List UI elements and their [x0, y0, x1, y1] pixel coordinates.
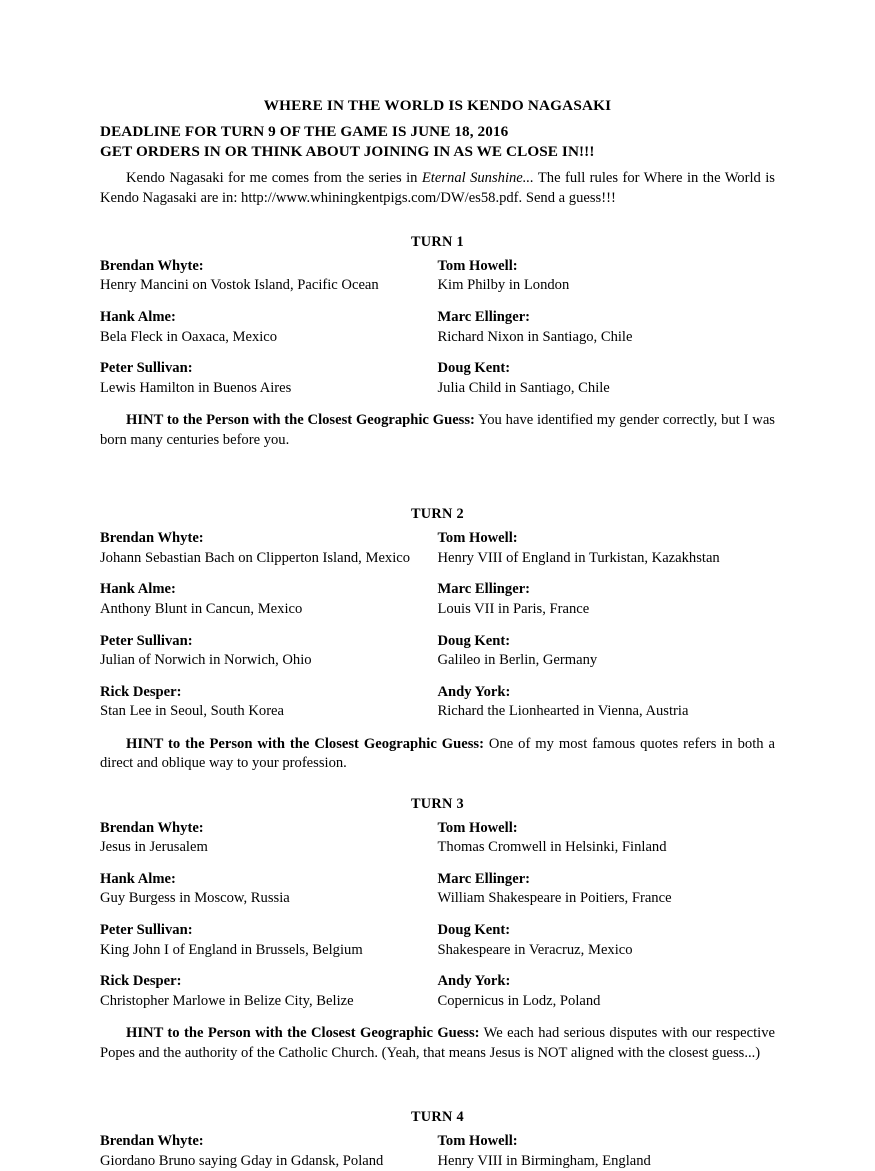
- turn-heading-4: TURN 4: [410, 1109, 465, 1126]
- hint-paragraph-turn-3: [100, 1024, 775, 1063]
- player-name: Hank Alme:: [100, 581, 176, 598]
- table-row: [100, 580, 775, 619]
- spacer-before-turn-3: [100, 774, 775, 796]
- player-guess: Kim Philby in London: [437, 277, 570, 294]
- player-guess: Henry Mancini on Vostok Island, Pacific Ocean: [100, 277, 379, 294]
- player-guess: Henry VIII in Birmingham, England: [437, 1152, 651, 1169]
- table-row: [100, 632, 775, 671]
- intro-text-1: Kendo Nagasaki for me comes from the series in: [126, 170, 422, 187]
- row-spacer: [100, 671, 775, 683]
- guess-cell-right: [438, 870, 776, 909]
- guess-cell-left: [100, 1132, 438, 1171]
- table-row: [100, 359, 775, 398]
- player-guess: Louis VII in Paris, France: [437, 600, 590, 617]
- table-row: [100, 870, 775, 909]
- table-row: [100, 683, 775, 722]
- deadline-line-1: DEADLINE FOR TURN 9 OF THE GAME IS JUNE 18, 2016: [100, 123, 509, 140]
- guess-cell-right: [438, 257, 776, 296]
- player-name: Rick Desper:: [100, 683, 182, 700]
- player-guess: Julia Child in Santiago, Chile: [437, 379, 610, 396]
- hint-text: We each had serious disputes with our respective Popes and the authority of the Catholic Church. (Yeah, that means Jesus is NOT aligned with the closest guess...): [100, 1025, 775, 1061]
- guess-cell-left: [100, 580, 438, 619]
- row-spacer: [100, 858, 775, 870]
- deadline-line-2: GET ORDERS IN OR THINK ABOUT JOINING IN AS WE CLOSE IN!!!: [100, 143, 595, 161]
- page-title: WHERE IN THE WORLD IS KENDO NAGASAKI: [263, 97, 612, 114]
- row-spacer: [100, 347, 775, 359]
- player-name: Tom Howell:: [437, 1133, 518, 1150]
- player-guess: Bela Fleck in Oaxaca, Mexico: [100, 328, 278, 345]
- player-name: Doug Kent:: [437, 632, 511, 649]
- turn-section-1: [100, 234, 775, 450]
- player-name: Peter Sullivan:: [100, 632, 193, 649]
- player-name: Peter Sullivan:: [100, 360, 193, 377]
- player-guess: Lewis Hamilton in Buenos Aires: [100, 379, 292, 396]
- spacer-before-turn-1: [100, 208, 775, 234]
- spacer-before-turn-2: [100, 450, 775, 506]
- guess-cell-left: [100, 972, 438, 1011]
- guess-cell-left: [100, 921, 438, 960]
- row-spacer: [100, 568, 775, 580]
- turn-section-4: [100, 1109, 775, 1171]
- turn-heading-1: TURN 1: [410, 233, 465, 250]
- player-name: Doug Kent:: [437, 921, 511, 938]
- table-row: [100, 972, 775, 1011]
- row-spacer: [100, 960, 775, 972]
- row-spacer: [100, 296, 775, 308]
- spacer-before-turn-4: [100, 1063, 775, 1109]
- guess-table-turn-4: [100, 1132, 775, 1171]
- player-name: Tom Howell:: [437, 530, 518, 547]
- player-guess: William Shakespeare in Poitiers, France: [437, 890, 672, 907]
- guess-cell-left: [100, 308, 438, 347]
- turn-heading-3: TURN 3: [410, 795, 465, 812]
- table-row: [100, 308, 775, 347]
- turn-section-2: [100, 506, 775, 773]
- hint-label: HINT to the Person with the Closest Geographic Guess:: [126, 1025, 480, 1042]
- player-guess: Johann Sebastian Bach on Clipperton Island, Mexico: [100, 549, 411, 566]
- guess-table-turn-3: [100, 819, 775, 1011]
- player-name: Brendan Whyte:: [100, 530, 204, 547]
- player-guess: King John I of England in Brussels, Belgium: [100, 941, 363, 958]
- guess-cell-left: [100, 632, 438, 671]
- player-name: Tom Howell:: [437, 819, 518, 836]
- table-row: [100, 529, 775, 568]
- player-guess: Anthony Blunt in Cancun, Mexico: [100, 600, 303, 617]
- guess-cell-left: [100, 359, 438, 398]
- spacer-before-hint-2: [100, 722, 775, 735]
- hint-paragraph-turn-2: [100, 735, 775, 774]
- guess-cell-left: [100, 683, 438, 722]
- player-guess: Galileo in Berlin, Germany: [437, 652, 598, 669]
- table-row: [100, 1132, 775, 1171]
- table-row: [100, 819, 775, 858]
- guess-cell-right: [438, 921, 776, 960]
- guess-cell-left: [100, 257, 438, 296]
- guess-cell-right: [438, 819, 776, 858]
- row-spacer: [100, 620, 775, 632]
- guess-cell-right: [438, 683, 776, 722]
- player-name: Hank Alme:: [100, 309, 176, 326]
- guess-cell-left: [100, 529, 438, 568]
- guess-cell-right: [438, 308, 776, 347]
- intro-paragraph: [100, 169, 775, 208]
- guess-cell-right: [438, 1132, 776, 1171]
- spacer-before-hint-3: [100, 1011, 775, 1024]
- player-guess: Richard the Lionhearted in Vienna, Austria: [437, 703, 689, 720]
- player-guess: Guy Burgess in Moscow, Russia: [100, 890, 290, 907]
- player-guess: Copernicus in Lodz, Poland: [437, 992, 601, 1009]
- guess-cell-right: [438, 580, 776, 619]
- intro-text-2: The full rules for Where in the World is Kendo Nagasaki are in: http://www.whiningkentpigs.com/DW/es58.pdf. Send a guess!!!: [100, 170, 775, 206]
- player-name: Brendan Whyte:: [100, 1133, 204, 1150]
- hint-paragraph-turn-1: [100, 411, 775, 450]
- player-name: Doug Kent:: [437, 360, 511, 377]
- table-row: [100, 921, 775, 960]
- intro-series-title: Eternal Sunshine...: [421, 170, 534, 187]
- table-row: [100, 257, 775, 296]
- player-guess: Jesus in Jerusalem: [100, 839, 208, 856]
- player-name: Brendan Whyte:: [100, 257, 204, 274]
- player-name: Marc Ellinger:: [437, 309, 531, 326]
- player-guess: Christopher Marlowe in Belize City, Belize: [100, 992, 354, 1009]
- guess-cell-left: [100, 819, 438, 858]
- player-name: Hank Alme:: [100, 870, 176, 887]
- turn-section-3: [100, 796, 775, 1063]
- player-name: Peter Sullivan:: [100, 921, 193, 938]
- player-name: Brendan Whyte:: [100, 819, 204, 836]
- hint-text: One of my most famous quotes refers in both a direct and oblique way to your profession.: [100, 735, 775, 772]
- hint-text: You have identified my gender correctly, but I was born many centuries before you.: [100, 412, 775, 448]
- hint-label: HINT to the Person with the Closest Geographic Guess:: [126, 735, 484, 752]
- player-guess: Richard Nixon in Santiago, Chile: [437, 328, 633, 345]
- hint-label: HINT to the Person with the Closest Geographic Guess:: [126, 412, 475, 429]
- guess-cell-left: [100, 870, 438, 909]
- guess-table-turn-2: [100, 529, 775, 721]
- row-spacer: [100, 909, 775, 921]
- player-name: Marc Ellinger:: [437, 581, 531, 598]
- player-guess: Stan Lee in Seoul, South Korea: [100, 703, 285, 720]
- player-guess: Thomas Cromwell in Helsinki, Finland: [437, 839, 667, 856]
- player-name: Andy York:: [437, 973, 511, 990]
- turn-heading-2: TURN 2: [410, 506, 465, 523]
- spacer-before-hint-1: [100, 398, 775, 411]
- player-name: Tom Howell:: [437, 257, 518, 274]
- player-name: Rick Desper:: [100, 973, 182, 990]
- guess-cell-right: [438, 359, 776, 398]
- player-name: Marc Ellinger:: [437, 870, 531, 887]
- player-guess: Henry VIII of England in Turkistan, Kazakhstan: [437, 549, 720, 566]
- guess-cell-right: [438, 632, 776, 671]
- guess-cell-right: [438, 529, 776, 568]
- player-guess: Shakespeare in Veracruz, Mexico: [437, 941, 633, 958]
- guess-cell-right: [438, 972, 776, 1011]
- player-guess: Giordano Bruno saying Gday in Gdansk, Poland: [100, 1152, 384, 1169]
- guess-table-turn-1: [100, 257, 775, 398]
- player-guess: Julian of Norwich in Norwich, Ohio: [100, 652, 312, 669]
- player-name: Andy York:: [437, 683, 511, 700]
